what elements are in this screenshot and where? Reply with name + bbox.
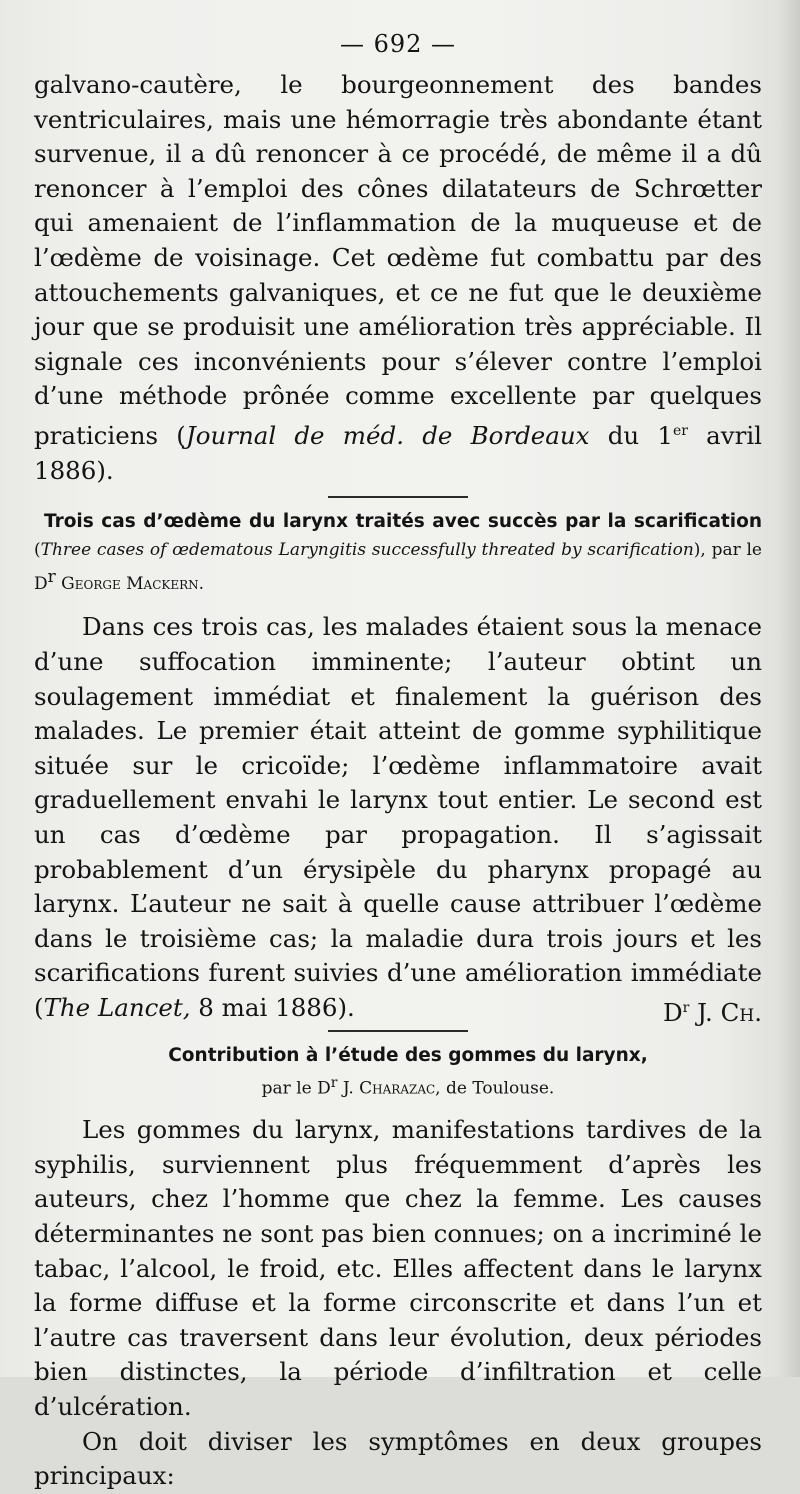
signature-d: D [662, 998, 683, 1028]
article-heading-mackern [34, 508, 762, 598]
citation-date-sup: er [672, 422, 688, 439]
author-sup: r [330, 1074, 338, 1091]
author-city: de Toulouse. [440, 1078, 555, 1099]
page-number: — 692 — [339, 30, 457, 58]
signature-name: J. Ch. [689, 998, 762, 1028]
citation-date-a: du 1 [589, 421, 673, 451]
source-date: 8 mai 1886). [190, 992, 355, 1022]
journal-citation: Journal de méd. de Bordeaux [185, 421, 590, 451]
article-title-charazac: Contribution à l’étude des gommes du larynx, [168, 1044, 648, 1066]
article-byline: ), par le D [34, 540, 762, 595]
article-body-text: Dans ces trois cas, les malades étaient sous la menace d’une suffocation imminente; l’auteur obtint un soulagement immédiat et finalement la guérison des malades. Le premier était atteint de gomme syphilitique située sur le cricoïde; l’œdème inflammatoire avait graduellement envahi le larynx tout entier. Le second est un cas d’œdème par propagation. Il s’agissait probablement d’un érysipèle du pharynx propagé au larynx. L’auteur ne sait à quelle cause attribuer l’œdème dans le troisième cas; la maladie dura trois jours et les scarifications furent suivies d’une amélioration immédiate ( [34, 612, 762, 1022]
title-paren-open: ( [34, 540, 41, 561]
reviewer-signature [615, 991, 762, 1031]
article-author: George Mackern. [55, 574, 205, 595]
article-author-charazac [54, 1070, 762, 1102]
byline-sup: r [47, 567, 56, 588]
paragraph-text: galvano-cautère, le bourgeonnement des bandes ventriculaires, mais une hémorragie très abondante étant survenue, il a dû renoncer à ce procédé, de même il a dû renoncer à l’emploi des cônes dilatateurs de Schrœtter qui amenaient de l’inflammation de la muqueuse et de l’œdème de voisinage. Cet œdème fut combattu par des attouchements galvaniques, et ce ne fut que le deuxième jour que se produisit une amélioration très appréciable. Il signale ces inconvénients pour s’élever contre l’emploi d’une méthode prônée comme excellente par quelques praticiens ( [34, 70, 762, 451]
author-prefix: par le D [261, 1078, 331, 1099]
citation-date-b: avril 1886). [34, 421, 763, 485]
article-english-title: Three cases of œdematous Laryngitis successfully threated by scarification [40, 540, 694, 561]
section-separator [328, 496, 468, 498]
source-journal: The Lancet, [43, 992, 191, 1022]
signature-sup: r [682, 999, 690, 1016]
section-separator-2 [328, 1030, 468, 1032]
article-body-charazac-1: Les gommes du larynx, manifestations tardives de la syphilis, surviennent plus fréquemment d’après les auteurs, chez l’homme que chez la femme. Les causes déterminantes ne sont pas bien connues; on a incriminé le tabac, l’alcool, le froid, etc. Elles affectent dans le larynx la forme diffuse et la forme circonscrite et dans l’un et l’autre cas traversent dans leur évolution, deux périodes bien distinctes, la période d’infiltration et celle d’ulcération. [34, 1115, 762, 1421]
author-name: J. Charazac, [337, 1078, 441, 1099]
paragraph-continued [34, 68, 762, 488]
page-edge-shadow [778, 0, 800, 1377]
article-body-charazac-2: On doit diviser les symptômes en deux groupes principaux: [34, 1426, 762, 1491]
article-body-mackern [34, 610, 762, 1028]
article-title: Trois cas d’œdème du larynx traités avec succès par la scarification [44, 511, 762, 533]
